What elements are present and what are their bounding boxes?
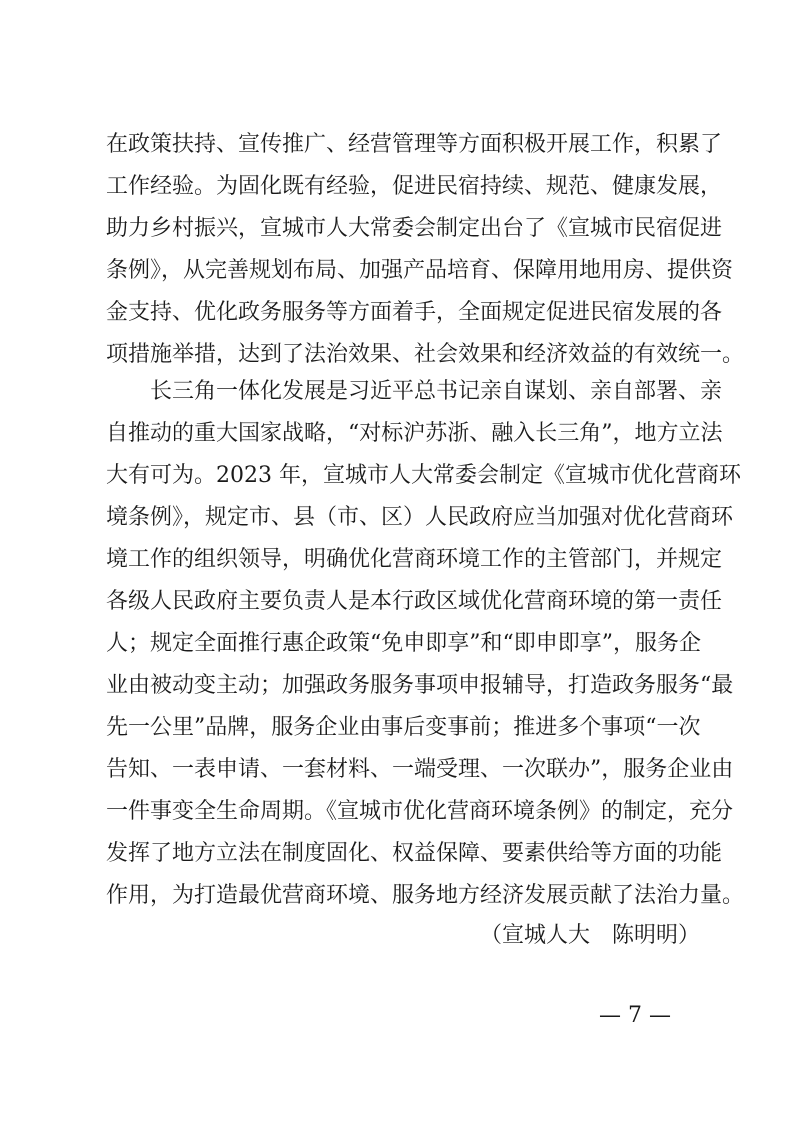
paragraph-2-line-1: 长三角一体化发展是习近平总书记亲自谋划、亲自部署、亲 xyxy=(150,379,723,404)
paragraph-2-line-13: 作用，为打造最优营商环境、服务地方经济发展贡献了法治力量。 xyxy=(106,883,745,908)
paragraph-1-line-1: 在政策扶持、宣传推广、经营管理等方面积极开展工作，积累了 xyxy=(106,132,723,157)
paragraph-2-line-3: 大有可为。2023 年，宣城市人大常委会制定《宣城市优化营商环 xyxy=(106,463,741,488)
paragraph-2-line-2: 自推动的重大国家战略，“对标沪苏浙、融入长三角”，地方立法 xyxy=(106,421,723,446)
paragraph-1-line-6: 项措施举措，达到了法治效果、社会效果和经济效益的有效统一。 xyxy=(106,342,745,367)
paragraph-1-line-2: 工作经验。为固化既有经验，促进民宿持续、规范、健康发展， xyxy=(106,174,723,199)
author-signature: （宣城人大 陈明明） xyxy=(480,923,701,948)
paragraph-2-line-4: 境条例》，规定市、县（市、区）人民政府应当加强对优化营商环 xyxy=(106,505,734,530)
page-number: — 7 — xyxy=(599,1003,671,1028)
paragraph-2-line-9: 先一公里”品牌，服务企业由事后变事前；推进多个事项“一次 xyxy=(106,715,701,740)
paragraph-1-line-3: 助力乡村振兴，宣城市人大常委会制定出台了《宣城市民宿促进 xyxy=(106,216,723,241)
paragraph-2-line-5: 境工作的组织领导，明确优化营商环境工作的主管部门，并规定 xyxy=(106,547,723,572)
paragraph-2-line-10: 告知、一表申请、一套材料、一端受理、一次联办”，服务企业由 xyxy=(106,757,734,782)
paragraph-1-line-5: 金支持、优化政务服务等方面着手，全面规定促进民宿发展的各 xyxy=(106,300,723,325)
paragraph-2-line-6: 各级人民政府主要负责人是本行政区域优化营商环境的第一责任 xyxy=(106,589,723,614)
paragraph-2-line-8: 业由被动变主动；加强政务服务事项申报辅导，打造政务服务“最 xyxy=(106,673,734,698)
paragraph-2-line-7: 人；规定全面推行惠企政策“免申即享”和“即申即享”，服务企 xyxy=(106,631,701,656)
paragraph-1-line-4: 条例》，从完善规划布局、加强产品培育、保障用地用房、提供资 xyxy=(106,258,734,283)
paragraph-2-line-12: 发挥了地方立法在制度固化、权益保障、要素供给等方面的功能 xyxy=(106,841,723,866)
paragraph-2-line-11: 一件事变全生命周期。《宣城市优化营商环境条例》的制定，充分 xyxy=(106,799,734,824)
